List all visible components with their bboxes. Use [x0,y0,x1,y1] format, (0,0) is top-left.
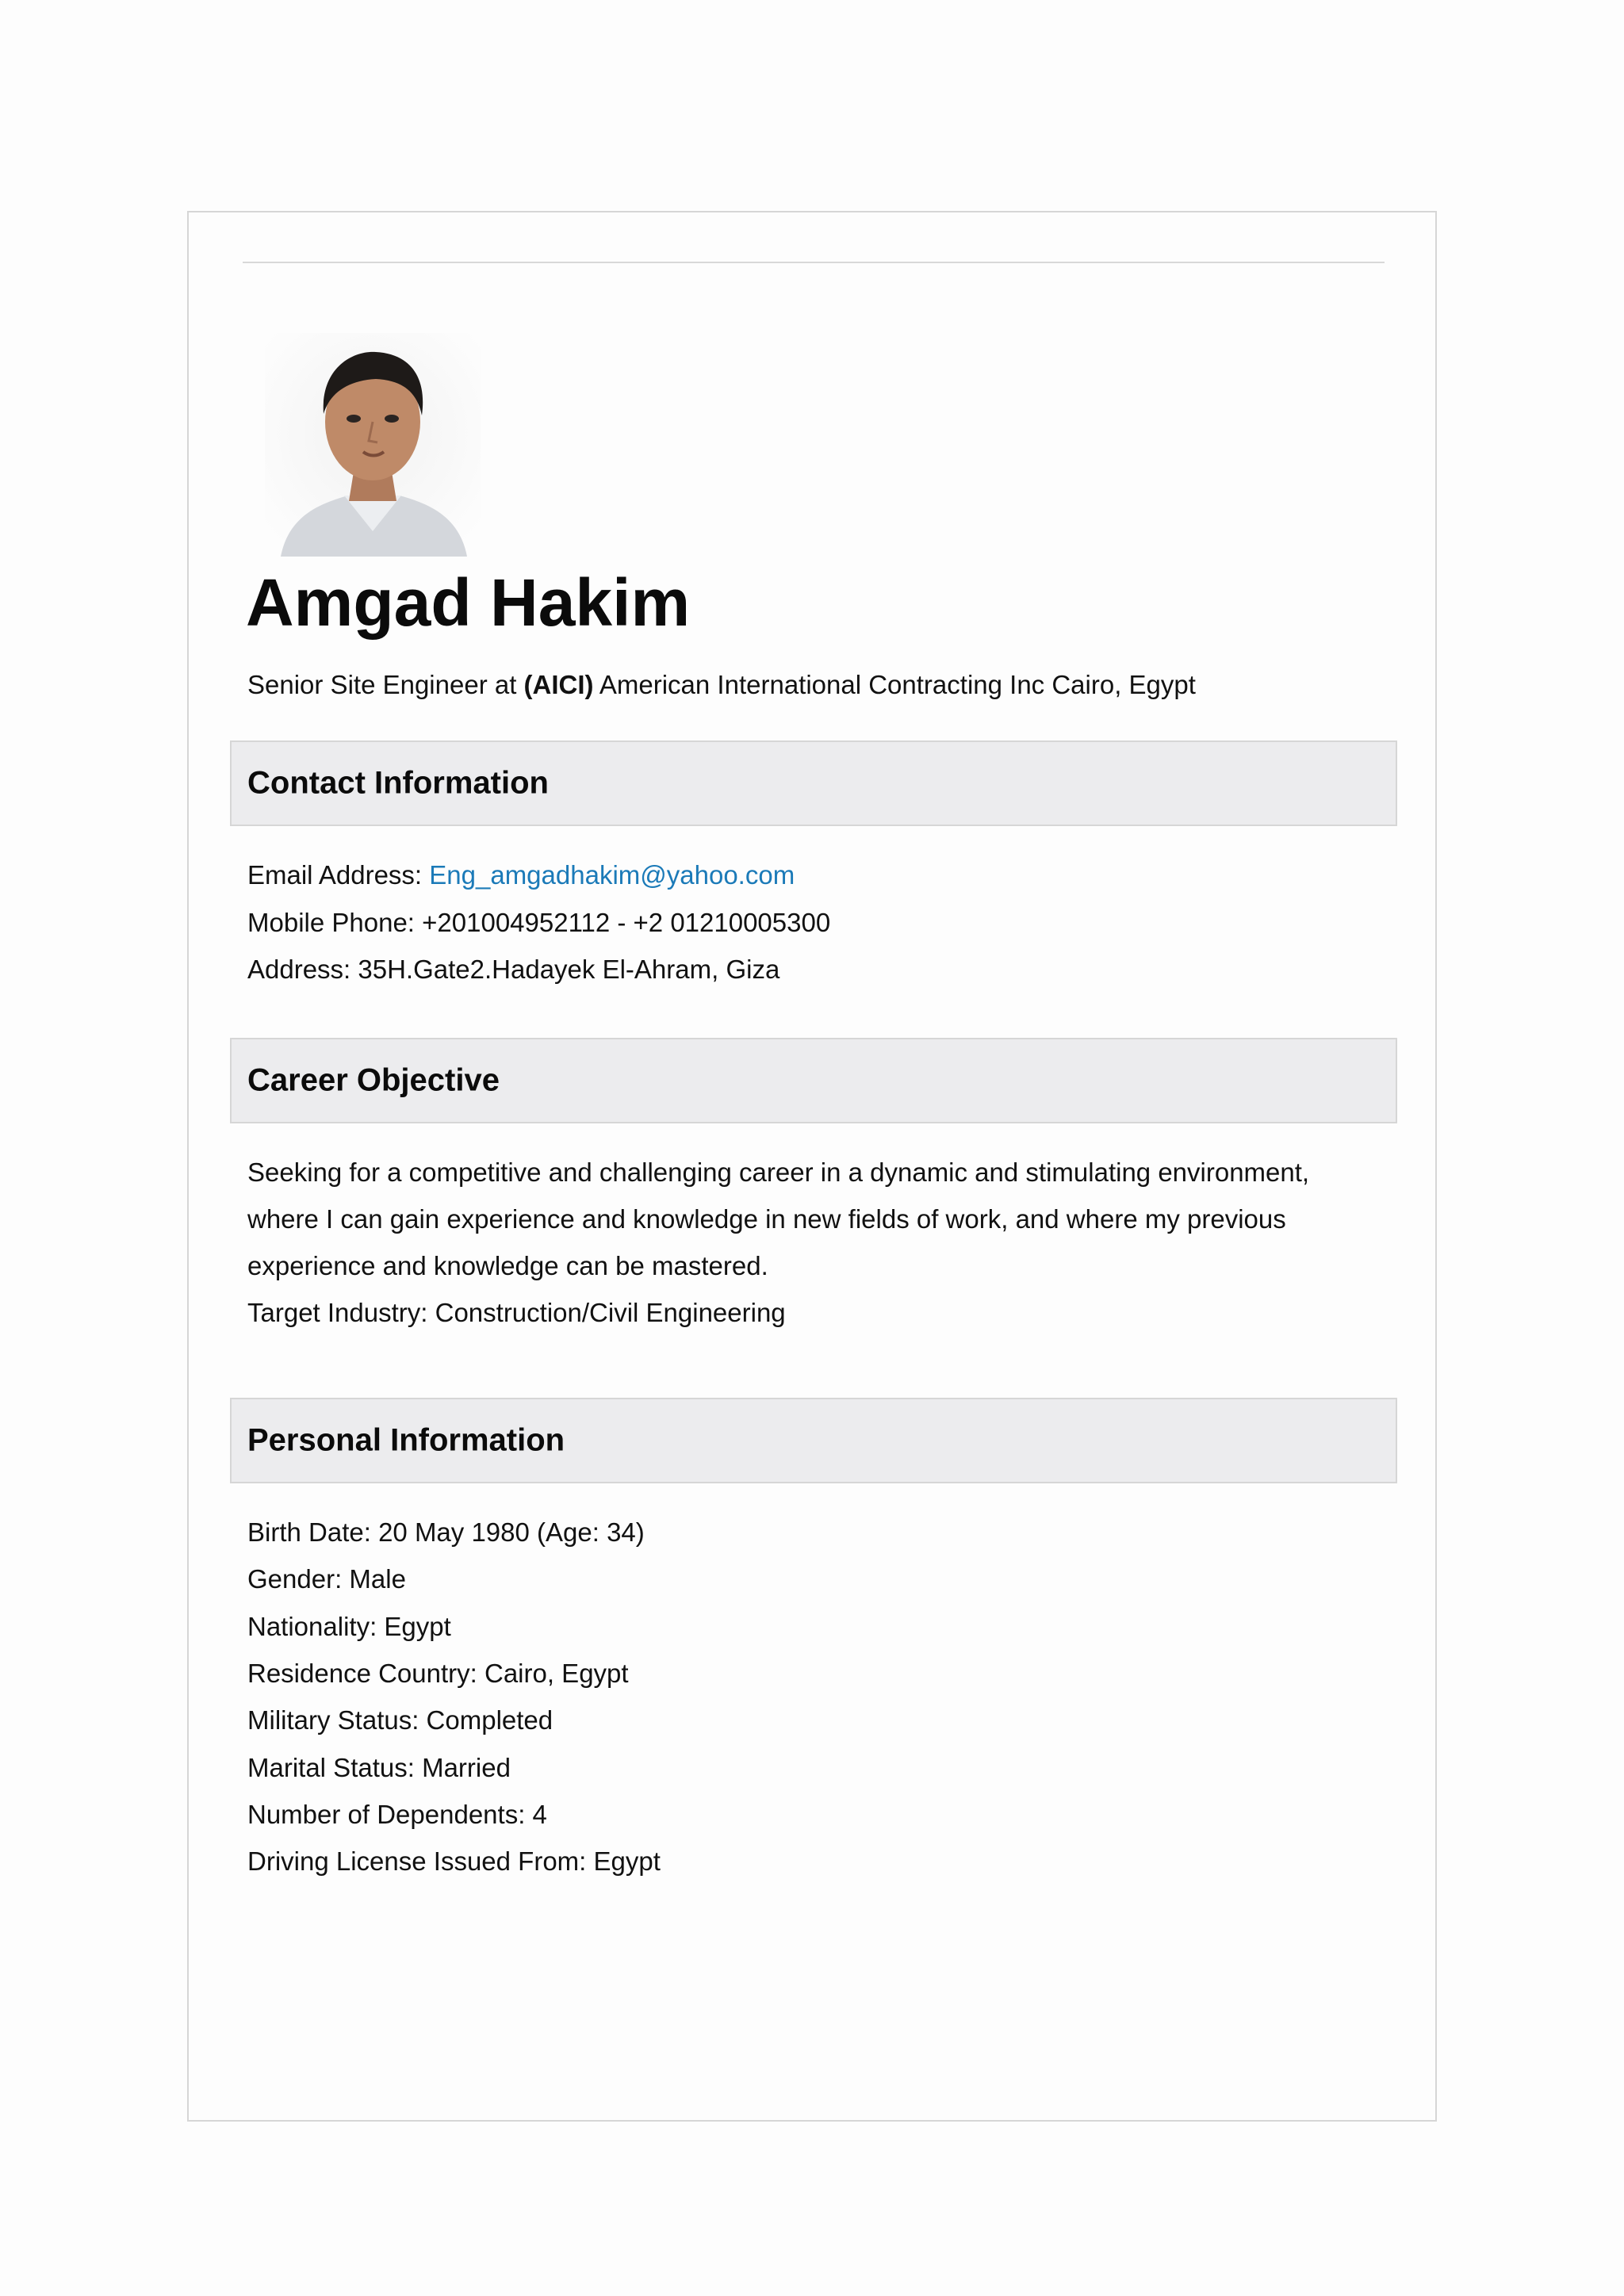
career-objective-line: where I can gain experience and knowledge in new fields of work, and where my previous [247,1204,1286,1234]
nationality-line: Nationality: Egypt [247,1612,451,1641]
birth-date-line: Birth Date: 20 May 1980 (Age: 34) [247,1517,645,1547]
personal-section-header [230,1398,1397,1483]
resume-card [187,211,1437,2122]
marital-status-line: Marital Status: Married [247,1753,511,1782]
personal-section-title: Personal Information [247,1422,565,1458]
top-divider [243,262,1385,263]
contact-section-header [230,740,1397,826]
candidate-name: Amgad Hakim [246,565,691,640]
dependents-line: Number of Dependents: 4 [247,1800,547,1829]
email-line [247,859,795,891]
career-section-title: Career Objective [247,1062,500,1098]
address-line: Address: 35H.Gate2.Hadayek El-Ahram, Giza [247,955,780,984]
career-objective-line: experience and knowledge can be mastered. [247,1251,768,1280]
driving-license-line: Driving License Issued From: Egypt [247,1846,661,1876]
profile-photo [265,333,481,557]
mobile-phone-line: Mobile Phone: +201004952112 - +2 01210005300 [247,908,831,937]
headline-prefix: Senior Site Engineer at [247,670,524,699]
headline-suffix: American International Contracting Inc Cairo, Egypt [593,670,1196,699]
gender-line: Gender: Male [247,1564,406,1594]
current-position [247,669,1196,701]
target-industry-line: Target Industry: Construction/Civil Engineering [247,1298,786,1327]
career-section-header [230,1038,1397,1123]
email-link[interactable]: Eng_amgadhakim@yahoo.com [429,860,795,890]
career-objective-line: Seeking for a competitive and challenging career in a dynamic and stimulating environment, [247,1158,1310,1187]
company-abbreviation: (AICI) [523,670,594,699]
contact-section-title: Contact Information [247,765,549,801]
military-status-line: Military Status: Completed [247,1705,553,1735]
email-label: Email Address: [247,860,430,890]
residence-country-line: Residence Country: Cairo, Egypt [247,1659,629,1688]
